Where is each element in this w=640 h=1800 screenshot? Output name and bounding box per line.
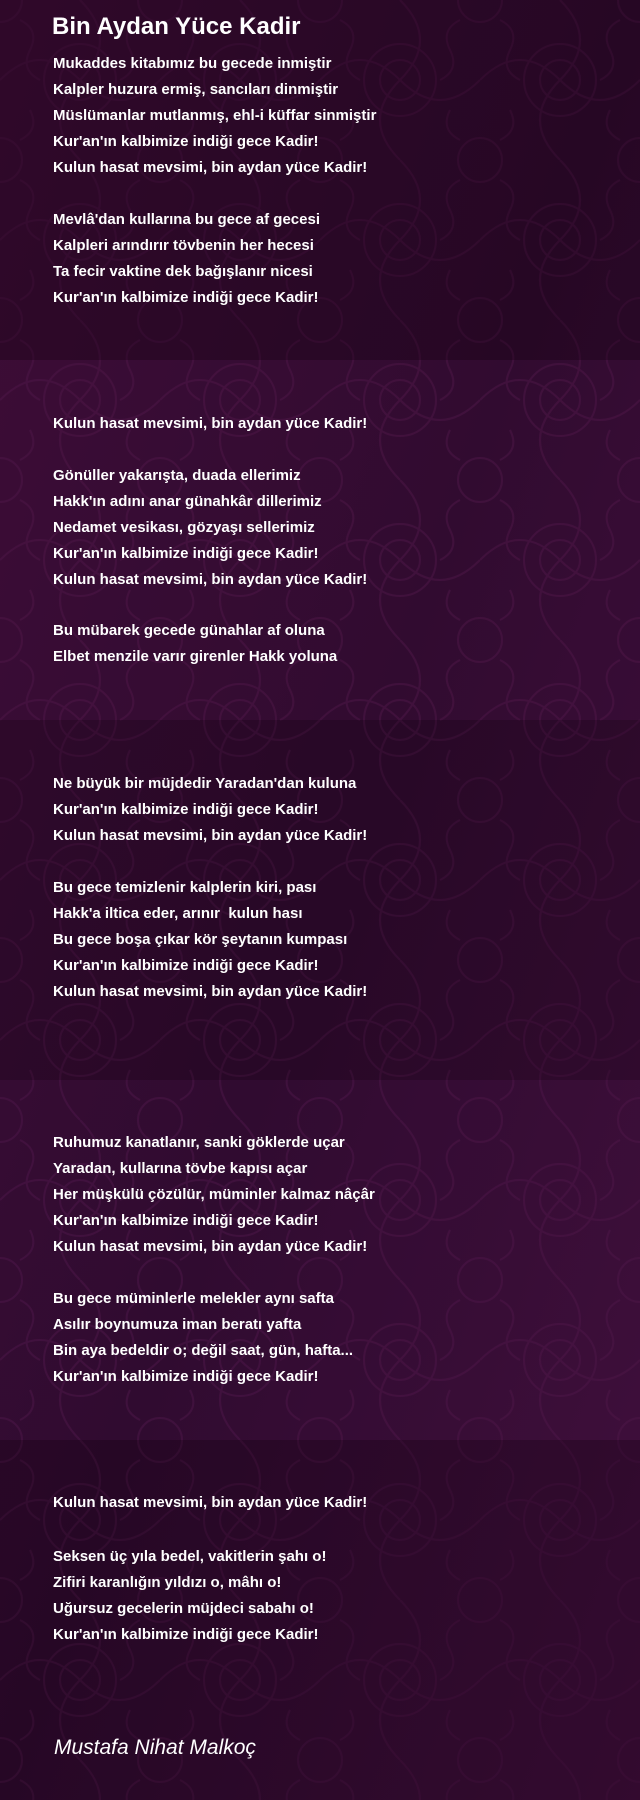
poem-line: Kalpleri arındırır tövbenin her hecesi <box>53 237 314 254</box>
poem-line: Kulun hasat mevsimi, bin aydan yüce Kadir! <box>53 827 368 844</box>
poem-line: Mevlâ'dan kullarına bu gece af gecesi <box>53 211 321 228</box>
poem-line: Bin aya bedeldir o; değil saat, gün, hafta... <box>53 1342 354 1359</box>
poem-line: Kur'an'ın kalbimize indiği gece Kadir! <box>53 1626 319 1643</box>
poem-line: Hakk'a iltica eder, arınır kulun hası <box>53 905 303 922</box>
poem-stanza <box>53 1490 367 1516</box>
poem-line: Bu mübarek gecede günahlar af oluna <box>53 622 325 639</box>
poem-line: Bu gece temizlenir kalplerin kiri, pası <box>53 879 317 896</box>
poem-stanza <box>53 411 367 437</box>
poem-line: Her müşkülü çözülür, müminler kalmaz nâçâr <box>53 1186 375 1203</box>
poem-stanza <box>53 1286 353 1390</box>
poem-line: Ta fecir vaktine dek bağışlanır nicesi <box>53 263 313 280</box>
poem-line: Kulun hasat mevsimi, bin aydan yüce Kadir! <box>53 571 368 588</box>
poem-author: Mustafa Nihat Malkoç <box>54 1736 256 1759</box>
poem-line: Mukaddes kitabımız bu gecede inmiştir <box>53 55 332 72</box>
poem-line: Bu gece boşa çıkar kör şeytanın kumpası <box>53 931 348 948</box>
poem-stanza <box>53 463 367 593</box>
poem-line: Seksen üç yıla bedel, vakitlerin şahı o! <box>53 1548 327 1565</box>
poem-line: Kur'an'ın kalbimize indiği gece Kadir! <box>53 801 319 818</box>
poem-line: Ruhumuz kanatlanır, sanki göklerde uçar <box>53 1134 345 1151</box>
poem-stanza <box>53 618 337 670</box>
poem-line: Gönüller yakarışta, duada ellerimiz <box>53 467 301 484</box>
poem-line: Asılır boynumuza iman beratı yafta <box>53 1316 302 1333</box>
poem-line: Ne büyük bir müjdedir Yaradan'dan kuluna <box>53 775 357 792</box>
poem-line: Yaradan, kullarına tövbe kapısı açar <box>53 1160 308 1177</box>
poem-line: Kur'an'ın kalbimize indiği gece Kadir! <box>53 957 319 974</box>
poem-line: Kur'an'ın kalbimize indiği gece Kadir! <box>53 1368 319 1385</box>
poem-line: Elbet menzile varır girenler Hakk yoluna <box>53 648 338 665</box>
poem-stanza <box>53 875 367 1005</box>
poem-line: Kalpler huzura ermiş, sancıları dinmiştir <box>53 81 339 98</box>
poem-line: Kulun hasat mevsimi, bin aydan yüce Kadir! <box>53 1238 368 1255</box>
poem-line: Kur'an'ın kalbimize indiği gece Kadir! <box>53 133 319 150</box>
poem-line: Uğursuz gecelerin müjdeci sabahı o! <box>53 1600 314 1617</box>
poem-line: Kur'an'ın kalbimize indiği gece Kadir! <box>53 289 319 306</box>
poem-line: Zifiri karanlığın yıldızı o, mâhı o! <box>53 1574 282 1591</box>
poem-line: Kulun hasat mevsimi, bin aydan yüce Kadir! <box>53 159 368 176</box>
poem-line: Kur'an'ın kalbimize indiği gece Kadir! <box>53 1212 319 1229</box>
poem-stanza <box>53 1544 326 1648</box>
poem-stanza <box>53 207 320 311</box>
poem-line: Müslümanlar mutlanmış, ehl-i küffar sinmiştir <box>53 107 377 124</box>
poem-stanza <box>53 1130 375 1260</box>
poem-stanza <box>53 51 376 181</box>
poem-line: Hakk'ın adını anar günahkâr dillerimiz <box>53 493 322 510</box>
poem-line: Kulun hasat mevsimi, bin aydan yüce Kadir! <box>53 1494 368 1511</box>
poem-line: Nedamet vesikası, gözyaşı sellerimiz <box>53 519 315 536</box>
poem-line: Bu gece müminlerle melekler aynı safta <box>53 1290 334 1307</box>
poem-title: Bin Aydan Yüce Kadir <box>52 13 301 40</box>
poem-line: Kur'an'ın kalbimize indiği gece Kadir! <box>53 545 319 562</box>
poem-line: Kulun hasat mevsimi, bin aydan yüce Kadir! <box>53 983 368 1000</box>
poem-stanza <box>53 771 367 849</box>
poem-line: Kulun hasat mevsimi, bin aydan yüce Kadir! <box>53 415 368 432</box>
